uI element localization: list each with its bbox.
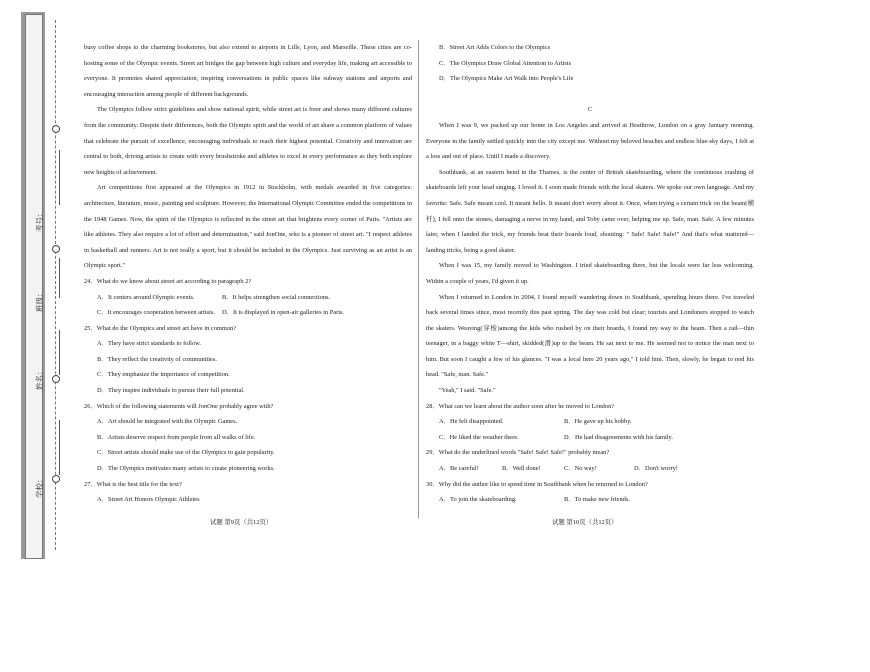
q28-option-c: C．He liked the weather there. (439, 433, 519, 441)
right-paragraph-2: Southbank, at an eastern bend in the Thames, is the center of British skateboarding, where the continuous crashing of skateboards left your head singing. I loved it. I soon made friends with the local skaters. We spoke our own language. And my favorite: Safe. Safe meant cool. It meant hello. It meant don't worry about it. Once, when trying a certain trick on the beam(横杆), I fell onto the stones, damaging a nerve in my hand, and Toby came over, helping me up. Safe, man. Safe. A few minutes later, when I landed the trick, my friends beat their boards loud, shouting: " Safe! Safe! Safe!" And that's what mattered—landing tricks, being a good skater. (426, 168, 754, 254)
q28-option-d: D．He had disagreements with his family. (564, 433, 673, 441)
binding-hole (52, 475, 60, 483)
q26-option-c: C．Street artists should make use of the Olympics to gain popularity. (97, 449, 275, 457)
q27-option-a: A．Street Art Honors Olympic Athletes (97, 496, 200, 504)
school-line (59, 420, 60, 475)
q28-option-b: B．He gave up his hobby. (564, 418, 632, 426)
q28-options-row-2 (426, 430, 754, 446)
q30-option-b: B．To make new friends. (564, 496, 630, 504)
right-paragraph-5: "Yeah," I said. "Safe." (439, 387, 496, 395)
q24-options-row-2 (84, 305, 412, 321)
q29-option-a: A．Be careful! (439, 465, 479, 473)
left-column (84, 40, 412, 508)
q27-option-b: B．Street Art Adds Colors to the Olympics (439, 44, 551, 51)
page-footer-right: 试题 第10页（共12页） (552, 519, 618, 526)
right-paragraph-3: When I was 15, my family moved to Washington. I tried skateboarding there, but the locals were far less welcoming. Within a couple of years, I'd given it up. (426, 262, 754, 285)
q25-option-d: D．They inspire individuals to pursue their full potential. (97, 387, 245, 395)
question-26: 26．Which of the following statements will JonOne probably agree with? (84, 402, 274, 410)
q27-option-d: D．The Olympics Make Art Walk into People's Life (439, 75, 574, 83)
name-line (59, 330, 60, 375)
binding-hole (52, 125, 60, 133)
question-30: 30．Why did the author like to spend time in Southbank when he returned to London? (426, 480, 648, 488)
q28-option-a: A．He felt disappointed. (439, 418, 504, 426)
q29-option-d: D．Don't worry! (634, 465, 678, 473)
q29-option-c: C．No way! (564, 465, 597, 473)
q24-options-row-1 (84, 290, 412, 306)
q26-option-b: B．Artists deserve respect from people from all walks of life. (97, 433, 256, 441)
q25-option-b: B．They reflect the creativity of communities. (97, 355, 217, 363)
q24-option-c: C．It encourages cooperation between artists. (97, 309, 216, 317)
class-label: 班级： (35, 289, 44, 312)
question-27: 27．What is the best title for the text? (84, 480, 182, 488)
question-25: 25．What do the Olympics and street art have in common? (84, 324, 237, 332)
q25-option-a: A．They have strict standards to follow. (97, 340, 201, 348)
left-paragraph-2: The Olympics follow strict guidelines and show national spirit, while street art is freer and shows many different cultures from the community. Despite their differences, both the Olympic spirit and the world of art share a common platform of values that celebrate the pursuit of excellence, encouraging individuals to reach their highest potential. Creativity and innovation are central to both, driving artists to create with every brushstroke and athletes to excel in every performance as they both explore new heights of achievement. (84, 106, 412, 176)
exam-no-line (59, 150, 60, 205)
page-footer-left: 试题 第9页（共12页） (210, 519, 273, 526)
question-24: 24．What do we know about street art according to paragraph 2? (84, 277, 252, 285)
name-label: 姓名： (35, 367, 44, 390)
q24-option-b: B．It helps strengthen social connections. (222, 293, 331, 301)
q30-options-row (426, 492, 754, 508)
spacer (426, 87, 754, 103)
q29-options-row (426, 461, 754, 477)
section-c-title: C (587, 106, 593, 114)
q29-option-b: B．Well done! (502, 465, 541, 473)
binding-hole (52, 375, 60, 383)
q30-option-a: A．To join the skateboarding. (439, 496, 517, 504)
q28-options-row-1 (426, 414, 754, 430)
q24-option-a: A．It centers around Olympic events. (97, 293, 195, 301)
left-paragraph-1: busy coffee shops to the charming bookstores, but also extend to airports in Lille, Lyon, and Marseille. These cities are co-hosting some of the Olympic events. Street art bridges the gap between high culture and everyday life, making art accessible to everyone. It promotes shared appreciation, inspiring conversations in public spaces like subway stations and airports and encouraging interaction among people of different backgrounds. (84, 44, 412, 98)
right-paragraph-4: When I returned to London in 2004, I found myself wandering down to Southbank, spending hours there. I've traveled back several times since, most recently this past spring. The day was cold but clear; tourists and Londoners stopped to watch the skaters. Weaving(穿梭)among the kids who rushed by on their boards, I found my way to the beam. Then a rail—thin teenager, in a baggy white T—shirt, skidded(滑)up to the beam. He sat next to me. He seemed not to notice the man next to him. But soon I caught a few of his glances. "I was a local here 20 years ago," I told him. Then, slowly, he began to nod his head. "Safe, man. Safe." (426, 293, 754, 379)
exam-no-label: 考号： (35, 209, 44, 232)
question-29: 29．What do the underlined words "Safe! Safe! Safe!" probably mean? (426, 449, 610, 457)
right-paragraph-1: When I was 9, we packed up our home in Los Angeles and arrived at Heathrow, London on a gray January morning. Everyone in the family settled quickly into the city except me. Without my beloved beaches and endless blue-sky days, I felt at a loss and out of place. Until I made a discovery. (426, 121, 754, 161)
school-label: 学校： (35, 475, 44, 498)
q25-option-c: C．They emphasize the importance of competition. (97, 371, 230, 379)
q27-option-c: C．The Olympics Draw Global Attention to Artists (439, 59, 572, 67)
right-column (426, 40, 754, 508)
question-28: 28．What can we learn about the author soon after he moved to London? (426, 402, 615, 410)
column-divider (418, 40, 419, 518)
left-paragraph-3: Art competitions first appeared at the Olympics in 1912 in Stockholm, with medals awarded in five categories: architecture, literature, music, painting and sculpture. However, the International Olympic Committee ended the competitions in the 1948 Games. Now, the spirit of the Olympics is reflected in the street art that brightens every corner of Paris. "Artists are like athletes. They also require a lot of effort and determination," said JonOne, who is a pioneer of street art. "I respect athletes in basketball and runners. Art is not really a sport, but it should be included in the Olympics. Just surviving as an artist is an Olympic sport." (84, 184, 412, 270)
q26-option-d: D．The Olympics motivates many artists to create pioneering works. (97, 465, 275, 473)
binding-hole (52, 245, 60, 253)
seal-dotted-line (55, 20, 56, 550)
q24-option-d: D．It is displayed in open-air galleries in Paris. (222, 309, 345, 317)
q26-option-a: A．Art should be integrated with the Olympic Games. (97, 418, 238, 426)
class-line (59, 258, 60, 298)
